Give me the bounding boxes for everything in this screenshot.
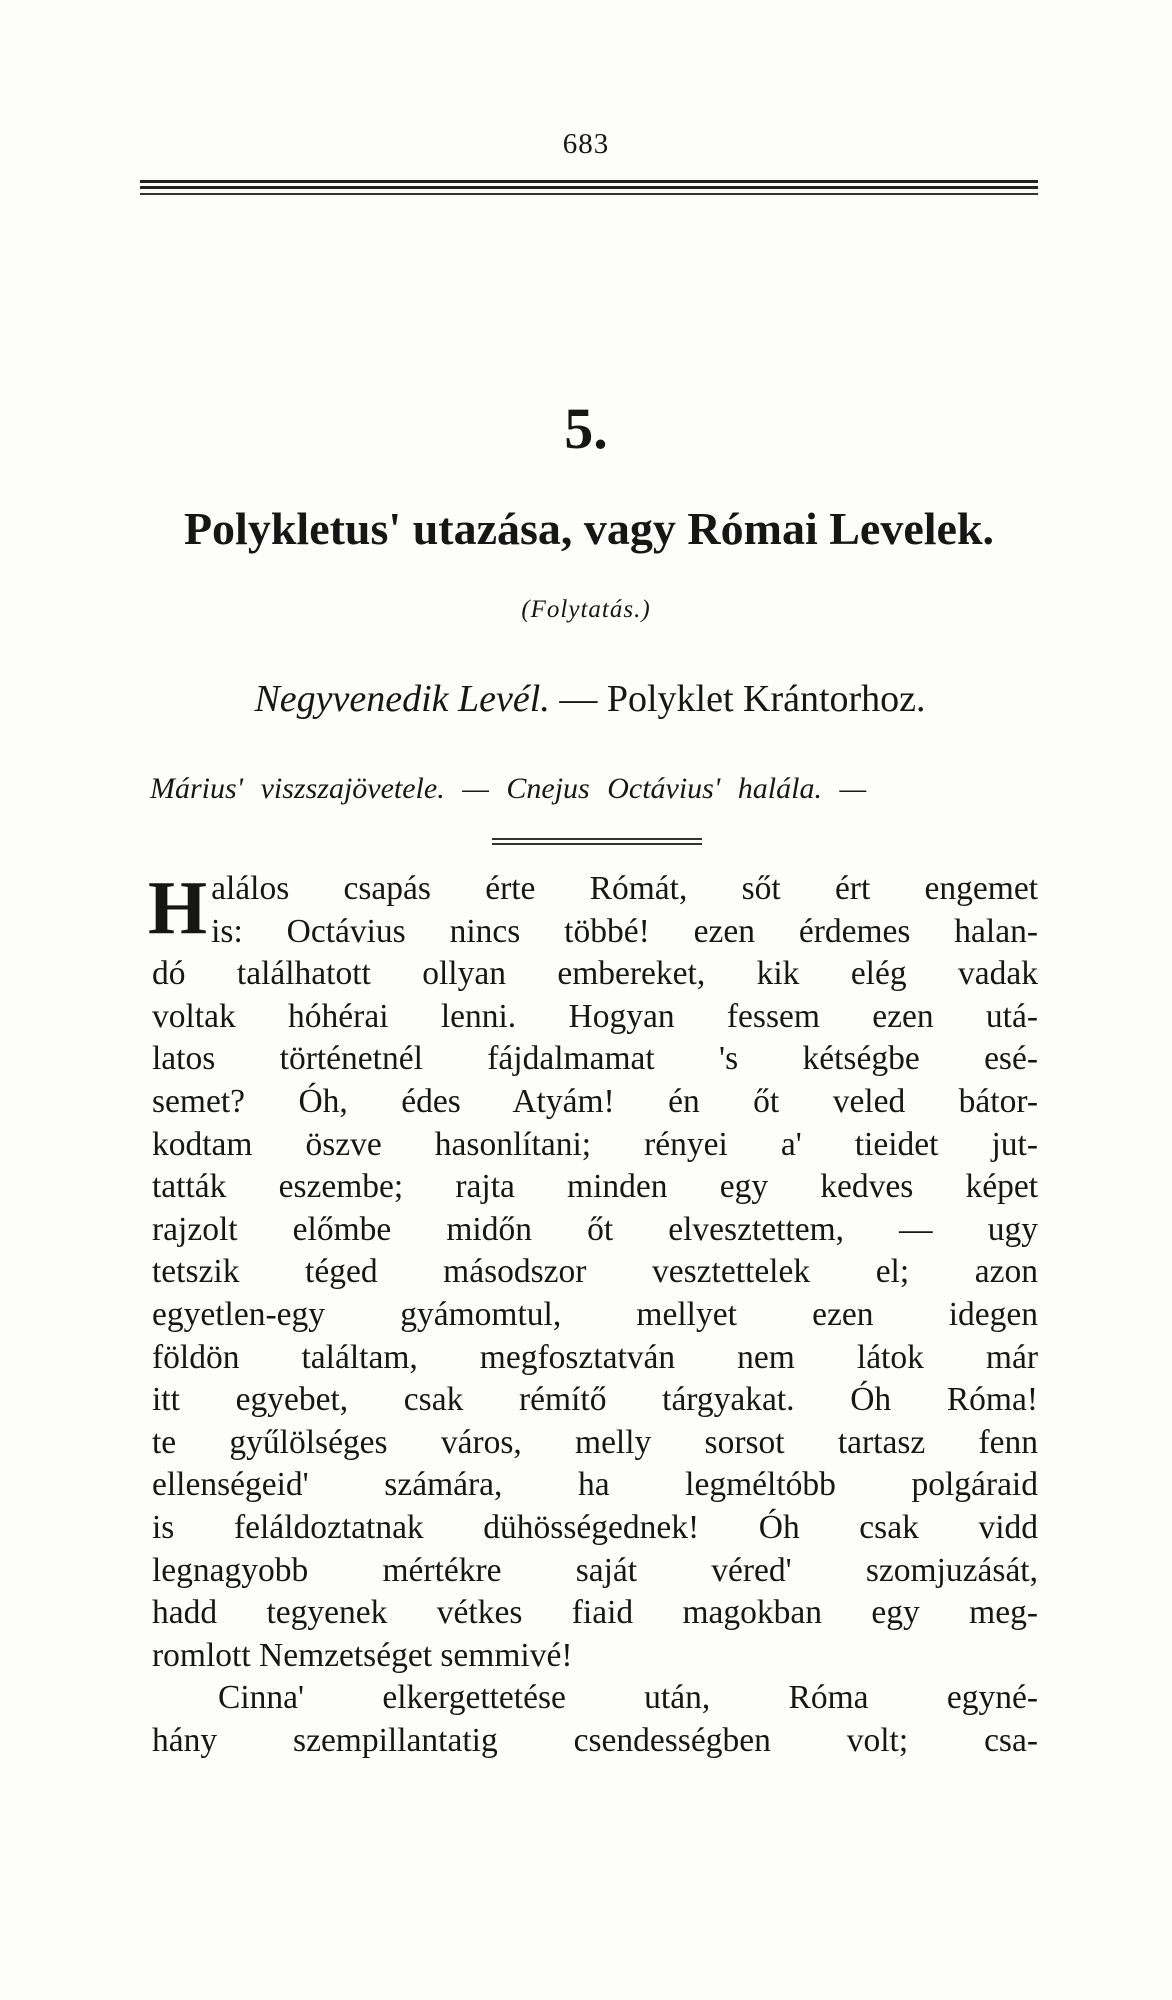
text-line: egyetlen-egy gyámomtul, mellyet ezen idegen [152, 1295, 1038, 1333]
text-line: ellenségeid' számára, ha legméltóbb polgáraid [152, 1466, 1038, 1504]
text-line: földön találtam, megfosztatván nem látok már [152, 1338, 1038, 1376]
text-line: is feláldoztatnak dühösségednek! Óh csak vidd [152, 1508, 1038, 1546]
continuation-note: (Folytatás.) [521, 596, 651, 623]
article-title: Polykletus' utazása, vagy Római Levelek. [183, 503, 995, 554]
section-divider [492, 838, 702, 846]
text-line: hadd tegyenek vétkes fiaid magokban egy meg- [152, 1594, 1038, 1632]
drop-cap: H [148, 866, 208, 950]
text-line: dó találhatott ollyan embereket, kik elég vadak [152, 955, 1038, 993]
text-line: romlott Nemzetséget semmivé! [152, 1636, 573, 1674]
text-line: tetszik téged másodszor vesztettelek el; azon [152, 1253, 1038, 1291]
text-line: rajzolt előmbe midőn őt elvesztettem, — ugy [152, 1210, 1038, 1248]
text-line: te gyűlölséges város, melly sorsot tartasz fenn [152, 1423, 1038, 1461]
letter-heading [140, 677, 1040, 721]
letter-heading-italic: Negyvenedik Levél. [254, 678, 550, 720]
text-line: tatták eszembe; rajta minden egy kedves képet [152, 1168, 1038, 1206]
page-number: 683 [562, 128, 610, 160]
text-line: semet? Óh, édes Atyám! én őt veled bátor- [152, 1082, 1038, 1120]
header-rule [140, 180, 1038, 200]
text-line: itt egyebet, csak rémítő tárgyakat. Óh Róma! [152, 1381, 1038, 1419]
letter-summary: Márius' viszszajövetele. — Cnejus Octávius' halála. — [150, 772, 867, 805]
text-line: alálos csapás érte Rómát, sőt ért engemet [211, 870, 1038, 907]
text-line: kodtam öszve hasonlítani; rényei a' tieidet jut- [152, 1125, 1038, 1163]
text-line: voltak hóhérai lenni. Hogyan fessem ezen utá- [152, 997, 1038, 1035]
text-line: legnagyobb mértékre saját véred' szomjuzását, [152, 1551, 1038, 1589]
text-line: latos történetnél fájdalmamat 's kétségbe esé- [152, 1040, 1038, 1078]
letter-heading-rest: — Polyklet Krántorhoz. [549, 678, 926, 720]
body-text [148, 866, 1038, 1762]
text-line: hány szempillantatig csendességben volt; csa- [152, 1721, 1038, 1759]
text-line: Cinna' elkergettetése után, Róma egyné- [218, 1679, 1038, 1717]
text-line: is: Octávius nincs többé! ezen érdemes halan- [211, 912, 1038, 950]
section-number: 5. [564, 396, 608, 461]
